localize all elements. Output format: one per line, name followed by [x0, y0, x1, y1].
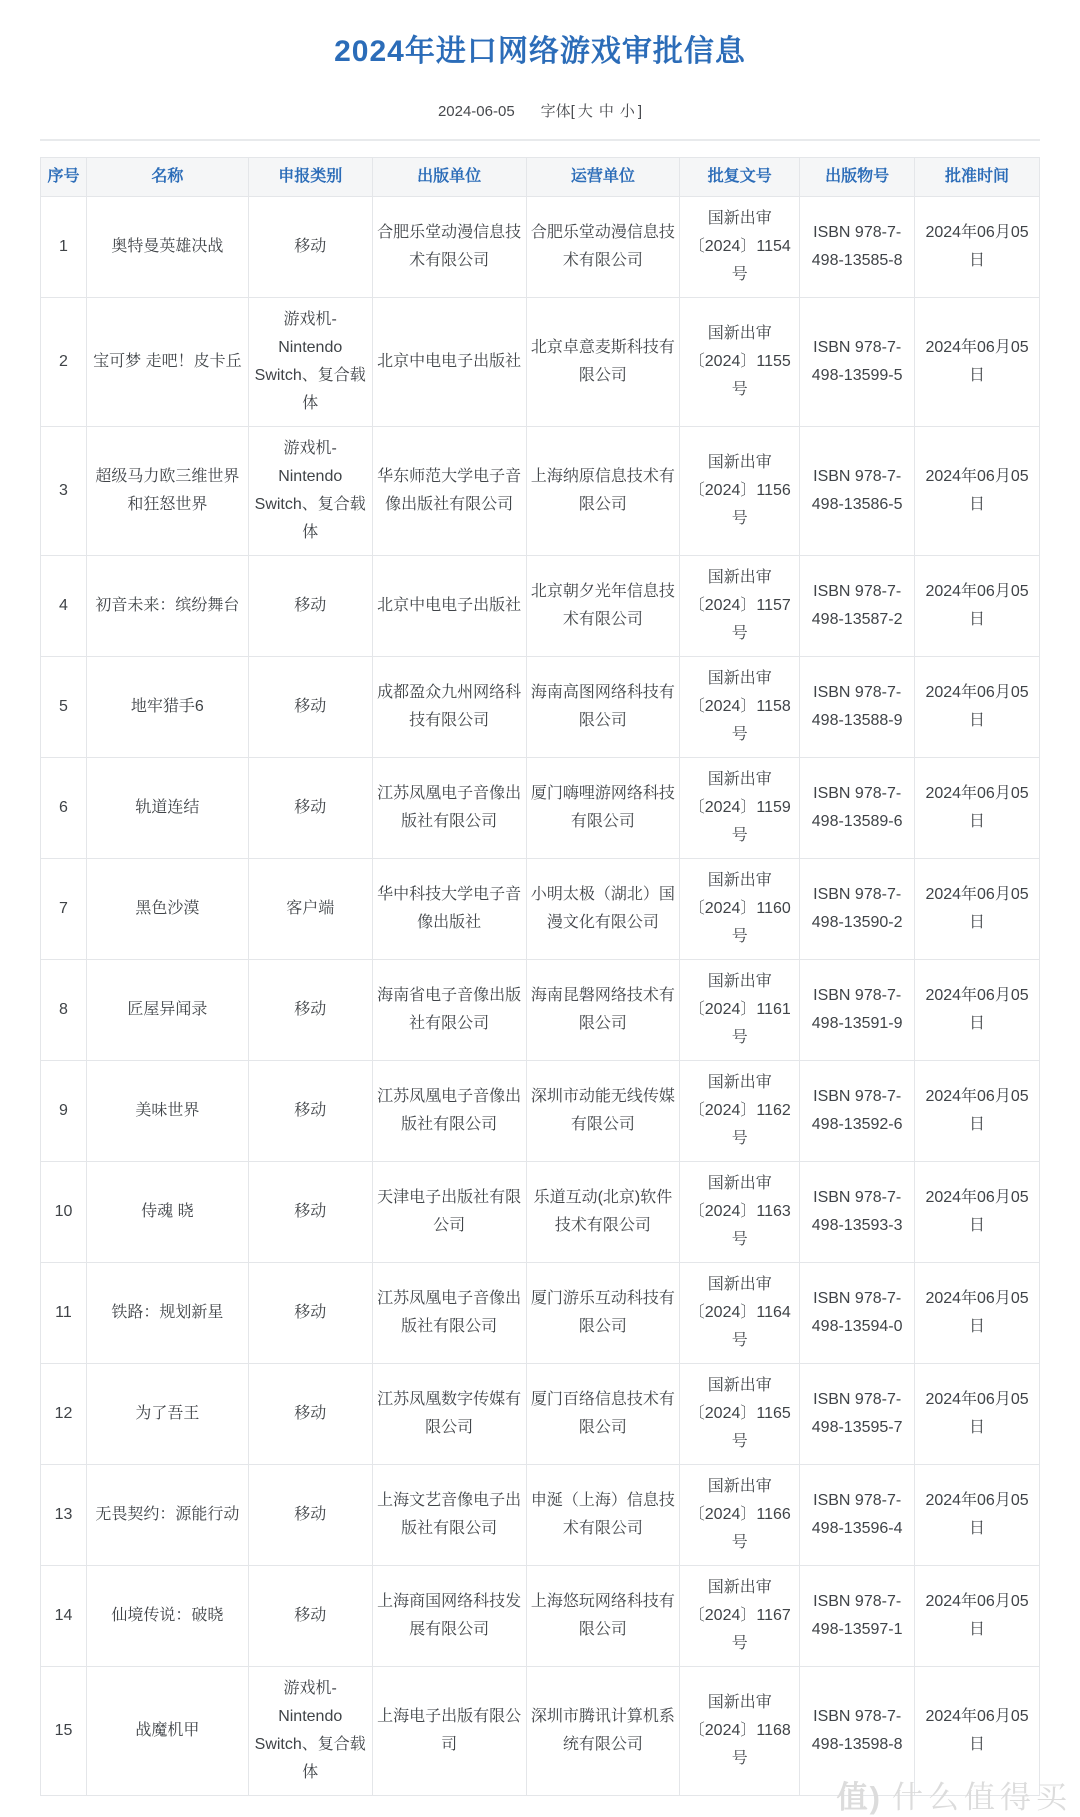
smzdm-logo-icon: 值) [836, 1780, 882, 1815]
cell-publisher: 北京中电电子出版社 [372, 298, 526, 427]
font-size-large[interactable]: 大 [577, 103, 593, 120]
cell-name: 地牢猎手6 [86, 657, 248, 758]
cell-name: 初音未来：缤纷舞台 [86, 556, 248, 657]
cell-category: 移动 [248, 1566, 372, 1667]
cell-category: 移动 [248, 1061, 372, 1162]
divider [40, 139, 1040, 141]
cell-approval-date: 2024年06月05日 [915, 197, 1040, 298]
cell-approval-doc: 国新出审〔2024〕1168号 [680, 1667, 800, 1796]
cell-operator: 乐道互动(北京)软件技术有限公司 [526, 1162, 680, 1263]
cell-publication-number: ISBN 978-7-498-13597-1 [800, 1566, 915, 1667]
cell-approval-date: 2024年06月05日 [915, 1162, 1040, 1263]
cell-publication-number: ISBN 978-7-498-13586-5 [800, 427, 915, 556]
cell-index: 12 [41, 1364, 87, 1465]
cell-index: 5 [41, 657, 87, 758]
cell-approval-date: 2024年06月05日 [915, 427, 1040, 556]
cell-operator: 北京卓意麦斯科技有限公司 [526, 298, 680, 427]
cell-publisher: 华东师范大学电子音像出版社有限公司 [372, 427, 526, 556]
cell-approval-doc: 国新出审〔2024〕1155号 [680, 298, 800, 427]
cell-name: 战魔机甲 [86, 1667, 248, 1796]
cell-approval-doc: 国新出审〔2024〕1160号 [680, 859, 800, 960]
cell-index: 1 [41, 197, 87, 298]
column-header-approval-date: 批准时间 [915, 158, 1040, 197]
table-row [41, 427, 1040, 556]
cell-approval-date: 2024年06月05日 [915, 960, 1040, 1061]
cell-publisher: 上海商国网络科技发展有限公司 [372, 1566, 526, 1667]
cell-publication-number: ISBN 978-7-498-13585-8 [800, 197, 915, 298]
cell-operator: 厦门游乐互动科技有限公司 [526, 1263, 680, 1364]
cell-publisher: 上海文艺音像电子出版社有限公司 [372, 1465, 526, 1566]
cell-operator: 上海纳原信息技术有限公司 [526, 427, 680, 556]
cell-approval-doc: 国新出审〔2024〕1165号 [680, 1364, 800, 1465]
cell-approval-doc: 国新出审〔2024〕1162号 [680, 1061, 800, 1162]
cell-category: 游戏机-Nintendo Switch、复合载体 [248, 427, 372, 556]
cell-category: 移动 [248, 1162, 372, 1263]
cell-name: 轨道连结 [86, 758, 248, 859]
column-header-index: 序号 [41, 158, 87, 197]
cell-category: 移动 [248, 1263, 372, 1364]
table-row [41, 657, 1040, 758]
cell-category: 移动 [248, 657, 372, 758]
cell-approval-date: 2024年06月05日 [915, 1061, 1040, 1162]
cell-operator: 上海悠玩网络科技有限公司 [526, 1566, 680, 1667]
page-title: 2024年进口网络游戏审批信息 [334, 35, 746, 68]
watermark-text: 什么值得买 [892, 1780, 1072, 1815]
table-row [41, 197, 1040, 298]
cell-publisher: 江苏凤凰数字传媒有限公司 [372, 1364, 526, 1465]
cell-publication-number: ISBN 978-7-498-13594-0 [800, 1263, 915, 1364]
cell-name: 为了吾王 [86, 1364, 248, 1465]
cell-publication-number: ISBN 978-7-498-13588-9 [800, 657, 915, 758]
font-size-medium[interactable]: 中 [598, 103, 614, 120]
cell-publication-number: ISBN 978-7-498-13591-9 [800, 960, 915, 1061]
cell-name: 宝可梦 走吧！皮卡丘 [86, 298, 248, 427]
cell-approval-doc: 国新出审〔2024〕1167号 [680, 1566, 800, 1667]
cell-operator: 合肥乐堂动漫信息技术有限公司 [526, 197, 680, 298]
cell-publisher: 江苏凤凰电子音像出版社有限公司 [372, 758, 526, 859]
font-size-small[interactable]: 小 [619, 103, 635, 120]
cell-index: 10 [41, 1162, 87, 1263]
approval-table [40, 157, 1040, 1796]
publish-date: 2024-06-05 [437, 103, 515, 120]
cell-publisher: 上海电子出版有限公司 [372, 1667, 526, 1796]
font-size-widget [541, 103, 642, 120]
cell-publication-number: ISBN 978-7-498-13596-4 [800, 1465, 915, 1566]
table-row [41, 1263, 1040, 1364]
cell-index: 8 [41, 960, 87, 1061]
cell-approval-doc: 国新出审〔2024〕1159号 [680, 758, 800, 859]
table-row [41, 1667, 1040, 1796]
cell-publication-number: ISBN 978-7-498-13592-6 [800, 1061, 915, 1162]
table-row [41, 859, 1040, 960]
cell-operator: 北京朝夕光年信息技术有限公司 [526, 556, 680, 657]
cell-index: 7 [41, 859, 87, 960]
cell-operator: 小明太极（湖北）国漫文化有限公司 [526, 859, 680, 960]
table-row [41, 298, 1040, 427]
cell-approval-doc: 国新出审〔2024〕1158号 [680, 657, 800, 758]
cell-operator: 深圳市腾讯计算机系统有限公司 [526, 1667, 680, 1796]
cell-approval-date: 2024年06月05日 [915, 1465, 1040, 1566]
table-row [41, 1061, 1040, 1162]
table-header [41, 158, 1040, 197]
cell-operator: 厦门嗨哩游网络科技有限公司 [526, 758, 680, 859]
cell-category: 移动 [248, 758, 372, 859]
cell-category: 移动 [248, 197, 372, 298]
table-row [41, 556, 1040, 657]
meta-bar [40, 100, 1040, 121]
cell-name: 仙境传说：破晓 [86, 1566, 248, 1667]
cell-name: 铁路：规划新星 [86, 1263, 248, 1364]
cell-operator: 深圳市动能无线传媒有限公司 [526, 1061, 680, 1162]
cell-name: 美味世界 [86, 1061, 248, 1162]
cell-index: 9 [41, 1061, 87, 1162]
column-header-name: 名称 [86, 158, 248, 197]
cell-name: 侍魂 晓 [86, 1162, 248, 1263]
font-size-bracket-close: ] [637, 103, 643, 120]
cell-approval-doc: 国新出审〔2024〕1156号 [680, 427, 800, 556]
cell-operator: 申涎（上海）信息技术有限公司 [526, 1465, 680, 1566]
cell-publisher: 海南省电子音像出版社有限公司 [372, 960, 526, 1061]
table-row [41, 1364, 1040, 1465]
cell-publication-number: ISBN 978-7-498-13599-5 [800, 298, 915, 427]
cell-approval-date: 2024年06月05日 [915, 1364, 1040, 1465]
cell-approval-date: 2024年06月05日 [915, 1263, 1040, 1364]
cell-approval-doc: 国新出审〔2024〕1161号 [680, 960, 800, 1061]
cell-name: 匠屋异闻录 [86, 960, 248, 1061]
table-row [41, 960, 1040, 1061]
cell-publication-number: ISBN 978-7-498-13595-7 [800, 1364, 915, 1465]
cell-publication-number: ISBN 978-7-498-13587-2 [800, 556, 915, 657]
cell-approval-date: 2024年06月05日 [915, 556, 1040, 657]
cell-index: 14 [41, 1566, 87, 1667]
cell-publisher: 江苏凤凰电子音像出版社有限公司 [372, 1061, 526, 1162]
cell-operator: 海南高图网络科技有限公司 [526, 657, 680, 758]
cell-name: 无畏契约：源能行动 [86, 1465, 248, 1566]
cell-approval-date: 2024年06月05日 [915, 859, 1040, 960]
cell-approval-date: 2024年06月05日 [915, 758, 1040, 859]
cell-index: 15 [41, 1667, 87, 1796]
cell-approval-doc: 国新出审〔2024〕1157号 [680, 556, 800, 657]
cell-category: 客户端 [248, 859, 372, 960]
column-header-publisher: 出版单位 [372, 158, 526, 197]
page [0, 26, 1080, 1815]
cell-index: 4 [41, 556, 87, 657]
cell-approval-date: 2024年06月05日 [915, 298, 1040, 427]
table-row [41, 1465, 1040, 1566]
cell-category: 移动 [248, 1465, 372, 1566]
table-row [41, 1162, 1040, 1263]
cell-approval-doc: 国新出审〔2024〕1163号 [680, 1162, 800, 1263]
cell-publisher: 成都盈众九州网络科技有限公司 [372, 657, 526, 758]
cell-approval-date: 2024年06月05日 [915, 1566, 1040, 1667]
cell-publication-number: ISBN 978-7-498-13589-6 [800, 758, 915, 859]
cell-publication-number: ISBN 978-7-498-13590-2 [800, 859, 915, 960]
cell-index: 3 [41, 427, 87, 556]
cell-name: 超级马力欧三维世界和狂怒世界 [86, 427, 248, 556]
cell-index: 2 [41, 298, 87, 427]
cell-name: 奥特曼英雄决战 [86, 197, 248, 298]
cell-category: 移动 [248, 960, 372, 1061]
column-header-category: 申报类别 [248, 158, 372, 197]
table-row [41, 1566, 1040, 1667]
cell-name: 黑色沙漠 [86, 859, 248, 960]
cell-publisher: 北京中电电子出版社 [372, 556, 526, 657]
cell-approval-doc: 国新出审〔2024〕1164号 [680, 1263, 800, 1364]
cell-index: 13 [41, 1465, 87, 1566]
cell-publication-number: ISBN 978-7-498-13593-3 [800, 1162, 915, 1263]
cell-category: 移动 [248, 1364, 372, 1465]
cell-publisher: 华中科技大学电子音像出版社 [372, 859, 526, 960]
cell-publisher: 天津电子出版社有限公司 [372, 1162, 526, 1263]
cell-index: 11 [41, 1263, 87, 1364]
cell-approval-doc: 国新出审〔2024〕1154号 [680, 197, 800, 298]
cell-publication-number: ISBN 978-7-498-13598-8 [800, 1667, 915, 1796]
cell-operator: 厦门百络信息技术有限公司 [526, 1364, 680, 1465]
column-header-publication-number: 出版物号 [800, 158, 915, 197]
cell-approval-date: 2024年06月05日 [915, 1667, 1040, 1796]
cell-publisher: 江苏凤凰电子音像出版社有限公司 [372, 1263, 526, 1364]
cell-approval-date: 2024年06月05日 [915, 657, 1040, 758]
cell-category: 移动 [248, 556, 372, 657]
cell-category: 游戏机-Nintendo Switch、复合载体 [248, 1667, 372, 1796]
table-row [41, 758, 1040, 859]
cell-approval-doc: 国新出审〔2024〕1166号 [680, 1465, 800, 1566]
column-header-approval-doc: 批复文号 [680, 158, 800, 197]
font-size-label: 字体[ [540, 103, 575, 120]
cell-index: 6 [41, 758, 87, 859]
cell-operator: 海南昆磐网络技术有限公司 [526, 960, 680, 1061]
table-header-row [41, 158, 1040, 197]
table-body [41, 197, 1040, 1796]
cell-publisher: 合肥乐堂动漫信息技术有限公司 [372, 197, 526, 298]
cell-category: 游戏机-Nintendo Switch、复合载体 [248, 298, 372, 427]
column-header-operator: 运营单位 [526, 158, 680, 197]
